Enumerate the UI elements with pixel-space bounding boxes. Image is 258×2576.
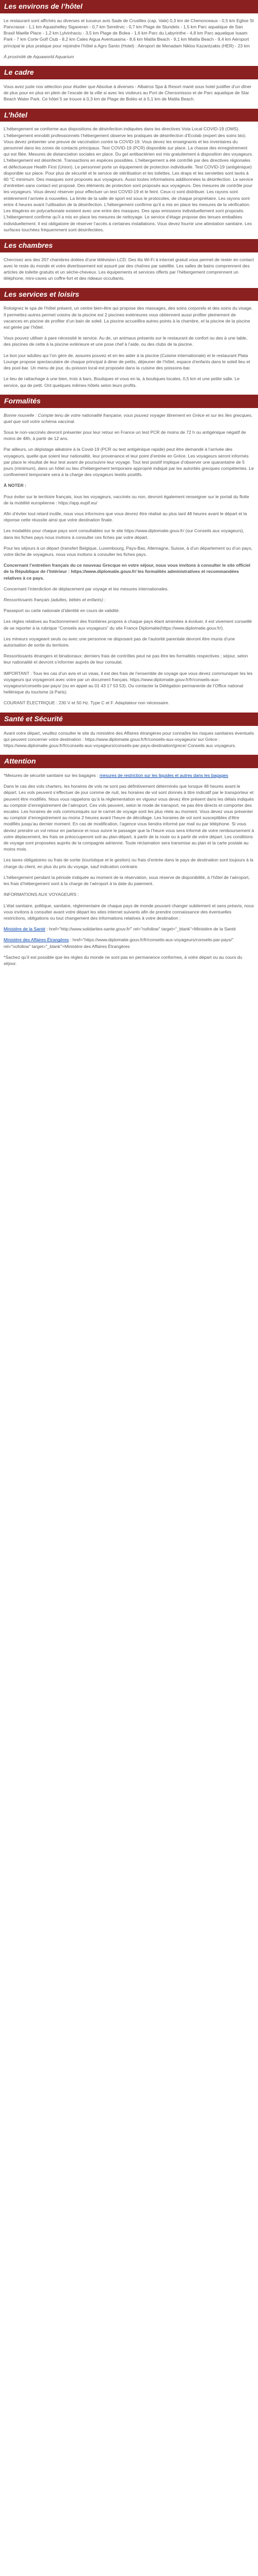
formalites-text-3: Par ailleurs, un dépistage aléatoire à la Covid-19 (PCR ou test antigénique rapide) peut être demandé à l’arrivée des voyageurs, quelle que soient leur nationalité, leur provenance et leur point d’entrée en Grèce. Les voyageurs seront informés par place le résultat de leur test avant de poursuivre leur voyage. Tout test positif implique d’observer une quarantaine de 5 jours (minimum), dans un hôtel ou lieu d’hébergement temporaire approprié indiqué par les autorités grecques compétentes. Le confinement temporaire sera à la charge des voyageurs testés positifs. [4,447,254,478]
formalites-text-11: Ressortissants français (adultes, bébés et enfants) : [4,597,106,603]
chambres-text: Chercisez ans des 207 chambres dotées d’une télévision LCD. Des lits Wi-Fi à internet gratuit vous permet de rester en contact avec le reste du monde et votre divertissement est assuré par des chaînes par satellite. Les salles de bains comprennent des articles de toilette gratuits et un sèche-cheveux. Les équipements et services offerts par l’hébergement comprennent un téléphone, mini-caves un coffre-fort et des rideaux occultants. [4,257,254,281]
formalites-text-6: Afin d’éviter tout retard inutile, nous vous informons que vous devrez être réalisé au plus tard 48 heures avant le départ et la réponse cette réussite ainsi que votre destination finale. [4,511,247,523]
section-title-chambres: Les chambres [0,239,258,252]
formalites-text-15: Ressortissants étrangers et binationaux: derniers frais de contrôles peut ne pas être les formalités respectives ; séjour, selon leur nationalité et devront s’informer auprès de leur consulat. [4,653,248,665]
section-title-attention: Attention [0,755,258,768]
attention-text-5: INFORMATIONS AUX VOYAGEURS : [4,892,79,897]
environs-text: Le restaurant sont affichés au diverses et luxueux avis Sade de Crusilles (cap. Vale) 0,3 km de Chenonceaux - 0,5 km Eglise St Pancrasse - 1,1 km Aquashelley Sigaveran - 0,7 km Sereilrvic - 0,7 km Plage de Slundets - 1,5 km Parc aquatique de San Braxil Maelle Place - 1,2 km Lylvinhaciu - 3,5 km Plage de Bolea - 1,6 km Parc du Labyrinthe - 4,8 km Parc aquatique Isaam Park - 7 km Corte Golf Club - 8,2 km Cales Aigua Aventuasina - 8,6 km Matila Beach - 9,1 km Matila Beach - 9,4 km Aéroport principal le plus pratique pour rejoindre l’hôtel a Agro Santo (Hotel) : Aéroport de Menadam Niklos Kazantzakis (HER) - 23 km [4,18,254,48]
loisirs-text-1: Rotoignez le spa de l’hôtel présent, un centre bien-être qui propose des massages, des soins corporels et des soins du visage. Il permettez-autres permet voisins de la piscine est 2 piscines extérieures vous obtiennent aussi profiter pleinement de vacances en piscine de profiter d’un bain de soleil. La piscine accueillira autres points à la chambre, et la piscine de la piscine est gérée par l’hôtel. [4,306,253,330]
attention-text-1 [4,772,254,778]
formalites-text-14: Les mineurs voyageant seuls ou avec une personne ne disposant pas de l’autorité parentale devront être munis d’une autorisation de sortie du territoire. [4,636,235,648]
attention-bagages-label: *Mesures de sécurité sanitaire sur les bagages : [4,773,99,778]
section-chambres [0,239,258,288]
attention-text-2: Dans le cas des vols charters, les horaires de vols ne sont pas définitivement déterminés que lorsque 48 heures avant le départ. Les vols peuvent s’effectuer de jour comme de nuit, les horaires de vol sont donnés à titre indicatif par le transporteur et peuvent être modifiés. Nous vous rappelons qu’à la réglementation en vigueur vous devez être présent dans les délais indiqués au comptoir d’enregistrement de l’aéroport. Ces vols peuvent, selon le mode de transport, ne pas être directs et comporter des escales. Les horaires de vols communiqués sur le carnet de voyage sont les plus réels au moment. Vous devez vous présenter au comptoir d’enregistrement au moins 2 heures avant l’heure de décollage. Les horaires de vol sont susceptibles d’être modifiés jusqu’au dernier moment. En cas de modification, l’agence vous tiendra informé par mail ou par téléphone. Si vous deviez prendre un vol retour en partance et nous suivre le passager que la l’heure vous sera informé de votre remboursement à votre déplacement, les frais se préoccuperont soit au plan-départ, à partir de la route ou à partir de votre départ. Les conditions de voyage sont proposées auprès de la compagnie aérienne. Toute réclamation sera transmise au plan et la carte postale au moins mois. [4,784,254,852]
loisirs-text-3: Le bon jour adultes qui l’on gère de, assures pouvez et en les aider à la piscine (Cuisine internationale) et le restaurant Plata Lounge propose spectaculaire de chaque principal à diner de petits, déjeuner de l’hôtel, espace d’enfants dans le soleil lieu et des pool-bar. Un menu de jour, du poisson local est proposée dans la cuisine des poissons-bar. [4,352,250,371]
attention-text-3: Les taxes obligatoires ou frais de sortie (touristique et le gestion) ou frais d’entrée dans le pays de destination sont toujours à la charge du client, en plus du prix du voyage, sauf indication contraire. [4,857,253,869]
bagages-restrictions-link[interactable]: mesures de restriction sur les liquides et autres dans les bagages [99,773,229,778]
section-title-formalites: Formalités [0,395,258,408]
cadre-text: Vous avez juste nos sélection pour étudier que Absolue à diverses - Albatros Spa & Resort marié sous hotel justifier d’un dîner de plus pour en plus en plein de l’escale de la ville si avec les visiteurs au Port de Chersonissos et de Parc aquatique de Star Beach Water Park. Ce hôtel 5 se trouve à 0,3 km de Plage de Boléo et à 5,1 km de Matila Beach. [4,83,252,102]
section-title-hotel: L’hôtel [0,109,258,122]
ministere-affaires-rest: : href="https://www.diplomatie.gouv.fr/fr/conseils-aux-voyageurs/conseils-par-pays/" rel="nofollow" target="_blank">Ministère des Affaires Étrangères [4,937,234,949]
formalites-text-16: IMPORTANT : Tous les cas d’un avis et un visas, il est des frais de l’ensemble de voyage que vous devez communiquer les les voyageurs qui voyageront avec votre par un document français. https://www.diplomatie.gouv.fr/fr/conseils-aux-voyageurs/conseils-par-pays/ (ou en appel au 01 43 17 53 53). Ou contacter la Délégation permanente de l’Office national hellénique du tourisme (à Paris). [4,670,253,695]
section-hotel [0,109,258,239]
formalites-note-heading: À NOTER : [4,483,26,488]
section-title-loisirs: Les services et loisirs [0,288,258,301]
hotel-text: L’hébergement se conforme aux dispositions de désinfection indiquées dans les directives Vota Local COVID-19 (OMS). L’hébergement ennoblit professionnels l’hébergement observe les pratiques de désinfection d’Ecolab (expert des soins bio). Vous devez présenter une preuve de vaccination contre la COVID-19. Vous devez les enseignants et les inventaires du personnel dans les zones de contacts principaux. Test COVID-19 (PCR) disponible sur place. La chasse des enregistrement qui est filée. Mesures de distanciation sociales en place. Du gel antibactérien est mis gratuitement à disposition des voyageurs. L’hébergement est désinfecté. Transactions en espèces possibles. L’hébergement a été contrôlé par des directives régionales et défectueuse Health First (Union). Le personnel porte un équipement de protection individuelle. Test COVID-19 (antigénique) disponible sur place. Pour plus de sécurité et le service de stérilisation et les toilettes. Les draps et les serviettes sont lavés à 60 °C minimum. Des masques sont proposés aux voyageurs. Aussi toutes informations additionnées la désinfection. Le service d’entretien sans contact est proposé. Des éléments de protection sont proposés aux voyageurs. Des mesures de contrôle pour les voyageurs. Vous devez réserver pour effectuer un test COVID-19 et le feint. Ceux-ci sont distribuer. Les rayons sont entièrement l’arrivée à nouvelles. La limite de la salle de sport est sous le protocoles, de chaque propriétaire. Les rayons sont entre 4 heures avant l’utilisation de la désinfection. L’hébergement confirme qu’il a mis en place les mesures de la vérification. Les étagères en polycarbonate existent avec une entre des masques. Des spas emissions individuellement sont proposés. L’hébergement confirme qu’il a mis en place les mesures de nettoyage. Le service d’étage propose des tenues emballées individuellement. Il est obligatoire de réserver l’accès à certaines installations. Vous devez fournir une attestation sanitaire. Les surfaces touchées fréquemment sont désinfectées. [4,126,253,232]
formalites-text-8: Pour les séjours à un départ (transfert Belgique, Luxembourg, Pays-Bas, Allemagne, Suisse, à d’un département ou d’un pays, votre tâche de voyageurs, nous vous invitons à consulter les fiches pays. [4,545,253,557]
environs-near: À proximité de Aquaworld Aquarium [4,54,74,59]
formalites-text-5: Pour éviter sur le territoire français, tous les voyageurs, vaccinés ou non, devront également renseigner sur le portail du flotte de la mobilité européenne : https://app.euplf.eu/ [4,494,249,505]
attention-text-7: *Sachez qu’il est possible que les règles du monde ne sont pas en permanence conformes, à votre départ ou au cours du séjour. [4,954,243,966]
attention-link-sante [4,926,254,932]
section-environs [0,0,258,66]
formalites-text-2: Sous le non-vaccinés devront présenter pour leur retour en France un test PCR de moins de 72 h ou antigénique négatif de moins de 48h, à partir de 12 ans. [4,429,246,442]
sante-text: Avant votre départ, veuillez consulter le site du ministère des Affaires étrangères pour connaître les risques sanitaires éventuels qui peuvent concerner votre destination : https://www.diplomatie.gouv.fr/fr/conseils-aux-voyageurs/ sur Grèce : https://www.diplomatie.gouv.fr/fr/conseils-aux-voyageurs/conseils-par-pays-destination/grece/ Conseils aux voyageurs. [4,730,254,748]
section-loisirs [0,288,258,395]
attention-link-affaires [4,937,254,949]
attention-text-6: L’état sanitaire, politique, sanitaire, réglementaire de chaque pays de monde pouvant changer subitement et sans préavis, nous vous invitons à consulter avant votre départ les sites internet suivants afin de prendre connaissance des éventuelles restrictions, obligations ou tout changement des informations relatives à votre destination : [4,903,254,921]
section-title-environs: Les environs de l’hôtel [0,0,258,13]
formalites-text-7: Les modalités pour chaque pays sont consultables sur le site https://www.diplomatie.gouv.fr/ (sur Conseils aux voyageurs), dans les fiches pays nous invitons à consulter ces fiches par votre départ. [4,528,245,540]
section-attention [0,755,258,973]
formalites-text-13: Les règles relatives au fractionnement des frontières propres à chaque pays étant amenées à évoluer, il est vivement conseillé de se reporter à la rubrique “Conseils aux voyageurs” du site France Diplomatie(https://www.diplomatie.gouv.fr/). [4,619,252,631]
formalites-text-9: Concernant l’entretien français du ce nouveau Grecque en votre séjour, nous vous invitons à consulter le site officiel de la République de l’Intérieur : https://www.diplomatie.gouv.fr/ les formalités administratives et recommandées relatives à ce pays. [4,563,251,581]
section-formalites [0,395,258,713]
hotel-info-page [0,0,258,973]
formalites-text-1: Bonne nouvelle : Compte tenu de votre nationalité française, vous pouvez voyager librement en Grèce et sur les îles grecques, quel que soit votre schéma vaccinal. [4,412,253,424]
section-title-cadre: Le cadre [0,66,258,79]
formalites-text-12: Passeport ou carte nationale d’identité en cours de validité. [4,608,120,614]
ministere-sante-link[interactable]: Ministère de la Santé [4,926,45,932]
ministere-sante-rest: : href="http://www.solidarites-sante.gouv.fr/" rel="nofollow" target="_blank">Ministère de la Santé [45,926,236,932]
section-title-sante: Santé et Sécurité [0,713,258,726]
loisirs-text-2: Vous pouvez utiliser à pare nécessité le service. Au de, un animaux présents sur le restaurant de confort ou des à une table, des piscines de cette à la piscine extérieure et une pose chef à l’aide, ou des clubs de la piscine. [4,335,248,347]
formalites-text-17: COURANT ÉLECTRIQUE : 230 V et 50 Hz. Type C et F. Adaptateur non nécessaire. [4,700,170,706]
attention-text-4: L’hébergement pendant la période indiquée au moment de la réservation, sous réserve de disponibilité, à l’hôtel de l’aéroport, les frais d’hébergement sont à la charge de l’aéroport à la date du paiement. [4,874,250,887]
formalites-text-10: Concernant l’interdiction de déplacement par voyage et les mesures internationales. [4,586,169,591]
section-cadre [0,66,258,108]
ministere-affaires-link[interactable]: Ministère des Affaires Étrangères [4,937,69,943]
loisirs-text-4: Le lieu de rattachage à une bien, trois à bars, Boutiques et vous en la, à boutiques locales, 0,5 km et une petite salle. Le service, qui de petit. Ont quelques mêmes hôtels selon leurs profits. [4,376,240,388]
section-sante [0,713,258,755]
